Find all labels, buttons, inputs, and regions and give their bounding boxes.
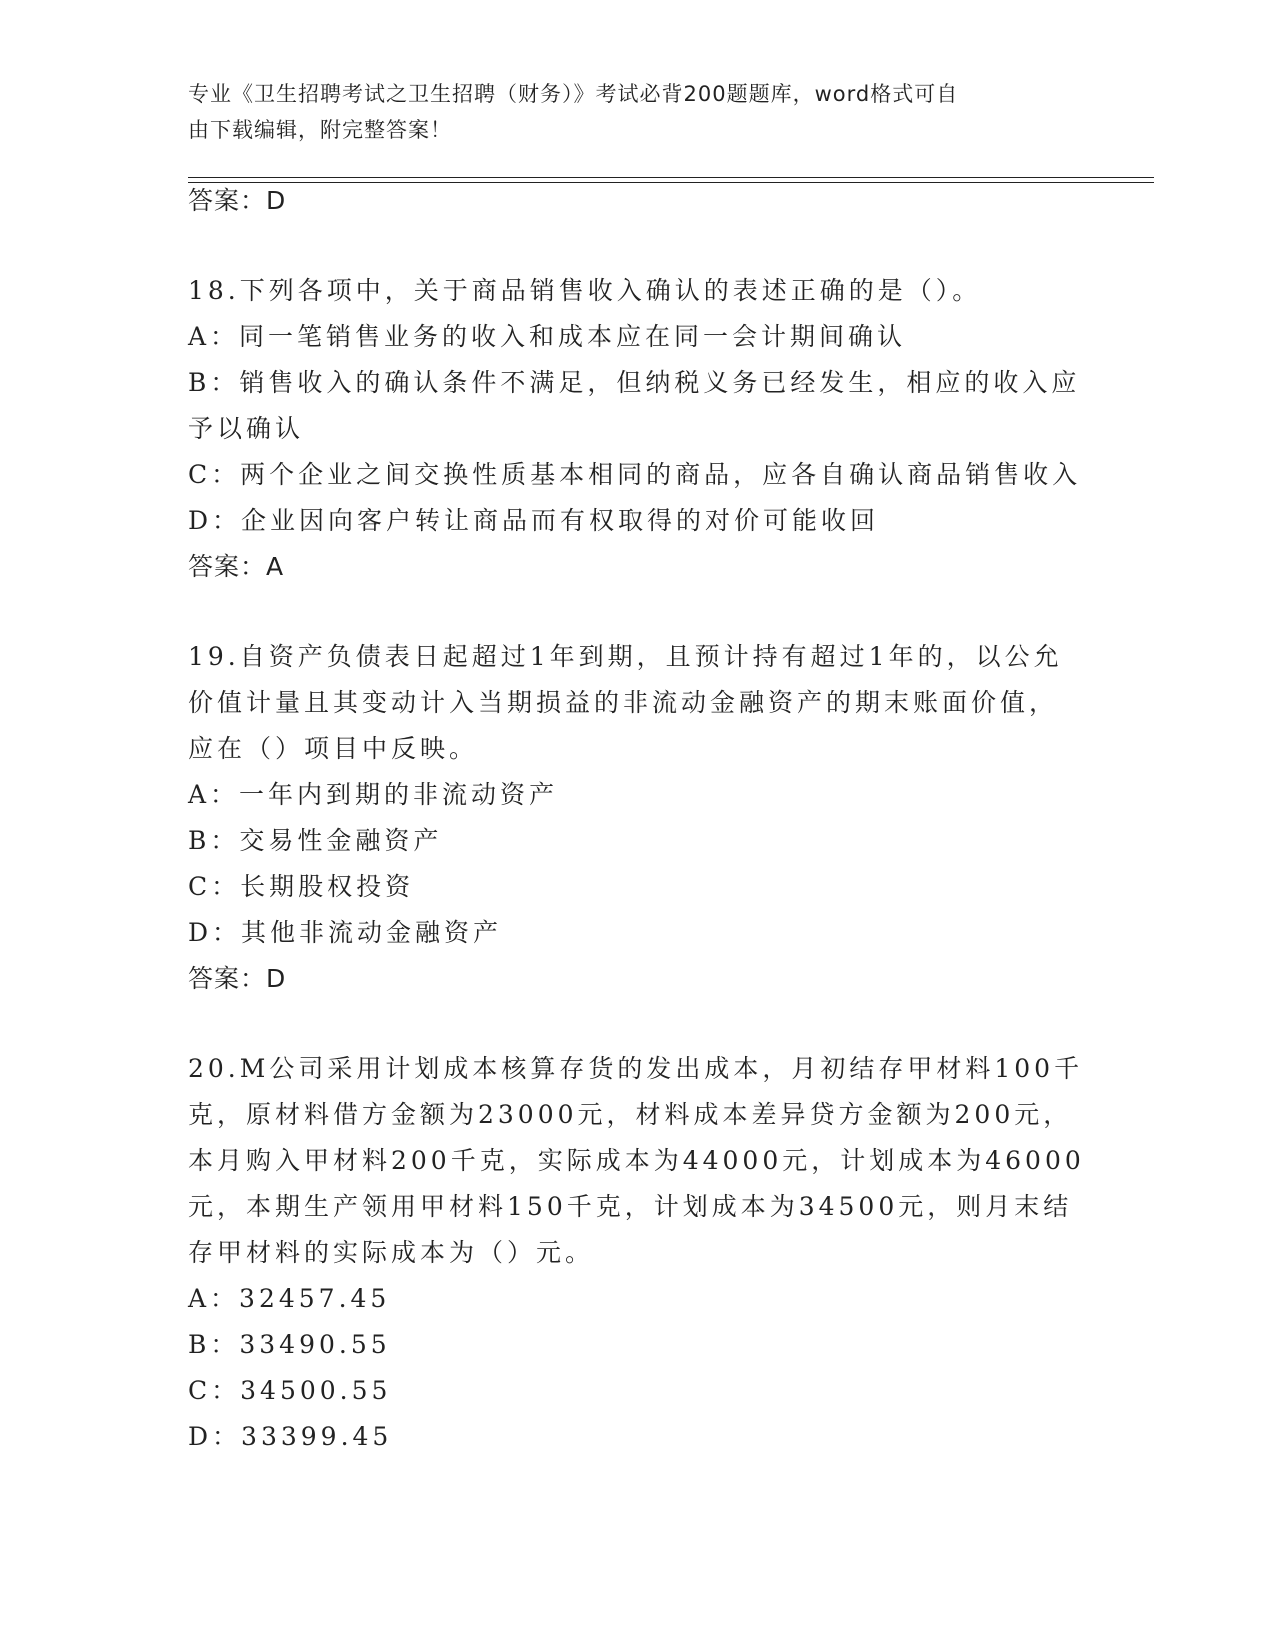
- question-20-stem-line: 20.M公司采用计划成本核算存货的发出成本，月初结存甲材料100千: [188, 1054, 1084, 1083]
- question-20-stem-line: 元，本期生产领用甲材料150千克，计划成本为34500元，则月末结: [188, 1192, 1073, 1221]
- question-20: [188, 1046, 1088, 1460]
- previous-answer: 答案：D: [188, 186, 287, 215]
- question-20-stem-line: 存甲材料的实际成本为（）元。: [188, 1238, 595, 1267]
- question-19-stem-line: 19.自资产负债表日起超过1年到期，且预计持有超过1年的，以公允: [188, 642, 1063, 671]
- question-20-option-c: C：34500.55: [188, 1376, 392, 1405]
- question-18: [188, 268, 1088, 590]
- question-20-stem-line: 本月购入甲材料200千克，实际成本为44000元，计划成本为46000: [188, 1146, 1085, 1175]
- question-19-option-c: C：长期股权投资: [188, 872, 415, 901]
- question-18-option-a: A：同一笔销售业务的收入和成本应在同一会计期间确认: [188, 322, 907, 351]
- question-20-option-b: B：33490.55: [188, 1330, 391, 1359]
- question-19-stem-line: 价值计量且其变动计入当期损益的非流动金融资产的期末账面价值，: [188, 688, 1059, 717]
- question-19-option-b: B：交易性金融资产: [188, 826, 443, 855]
- question-18-option-c: C：两个企业之间交换性质基本相同的商品，应各自确认商品销售收入: [188, 460, 1082, 489]
- document-header: [188, 76, 1068, 148]
- question-19-option-a: A：一年内到期的非流动资产: [188, 780, 559, 809]
- question-20-option-a: A：32457.45: [188, 1284, 391, 1313]
- question-18-option-d: D：企业因向客户转让商品而有权取得的对价可能收回: [188, 506, 880, 535]
- header-line-2: 由下载编辑，附完整答案！: [188, 118, 452, 142]
- question-19: [188, 634, 1088, 1002]
- question-18-stem-line: 18.下列各项中，关于商品销售收入确认的表述正确的是（）。: [188, 276, 982, 305]
- question-19-option-d: D：其他非流动金融资产: [188, 918, 503, 947]
- question-19-stem-line: 应在（）项目中反映。: [188, 734, 479, 763]
- question-20-option-d: D：33399.45: [188, 1422, 393, 1451]
- question-19-answer: 答案：D: [188, 964, 287, 993]
- question-18-option-b-cont: 予以确认: [188, 414, 305, 443]
- header-line-1: 专业《卫生招聘考试之卫生招聘（财务）》考试必背200题题库，word格式可自: [188, 82, 959, 106]
- question-18-option-b: B：销售收入的确认条件不满足，但纳税义务已经发生，相应的收入应: [188, 368, 1081, 397]
- question-20-stem-line: 克，原材料借方金额为23000元，材料成本差异贷方金额为200元，: [188, 1100, 1073, 1129]
- question-18-answer: 答案：A: [188, 552, 285, 581]
- question-content: [188, 178, 1088, 1460]
